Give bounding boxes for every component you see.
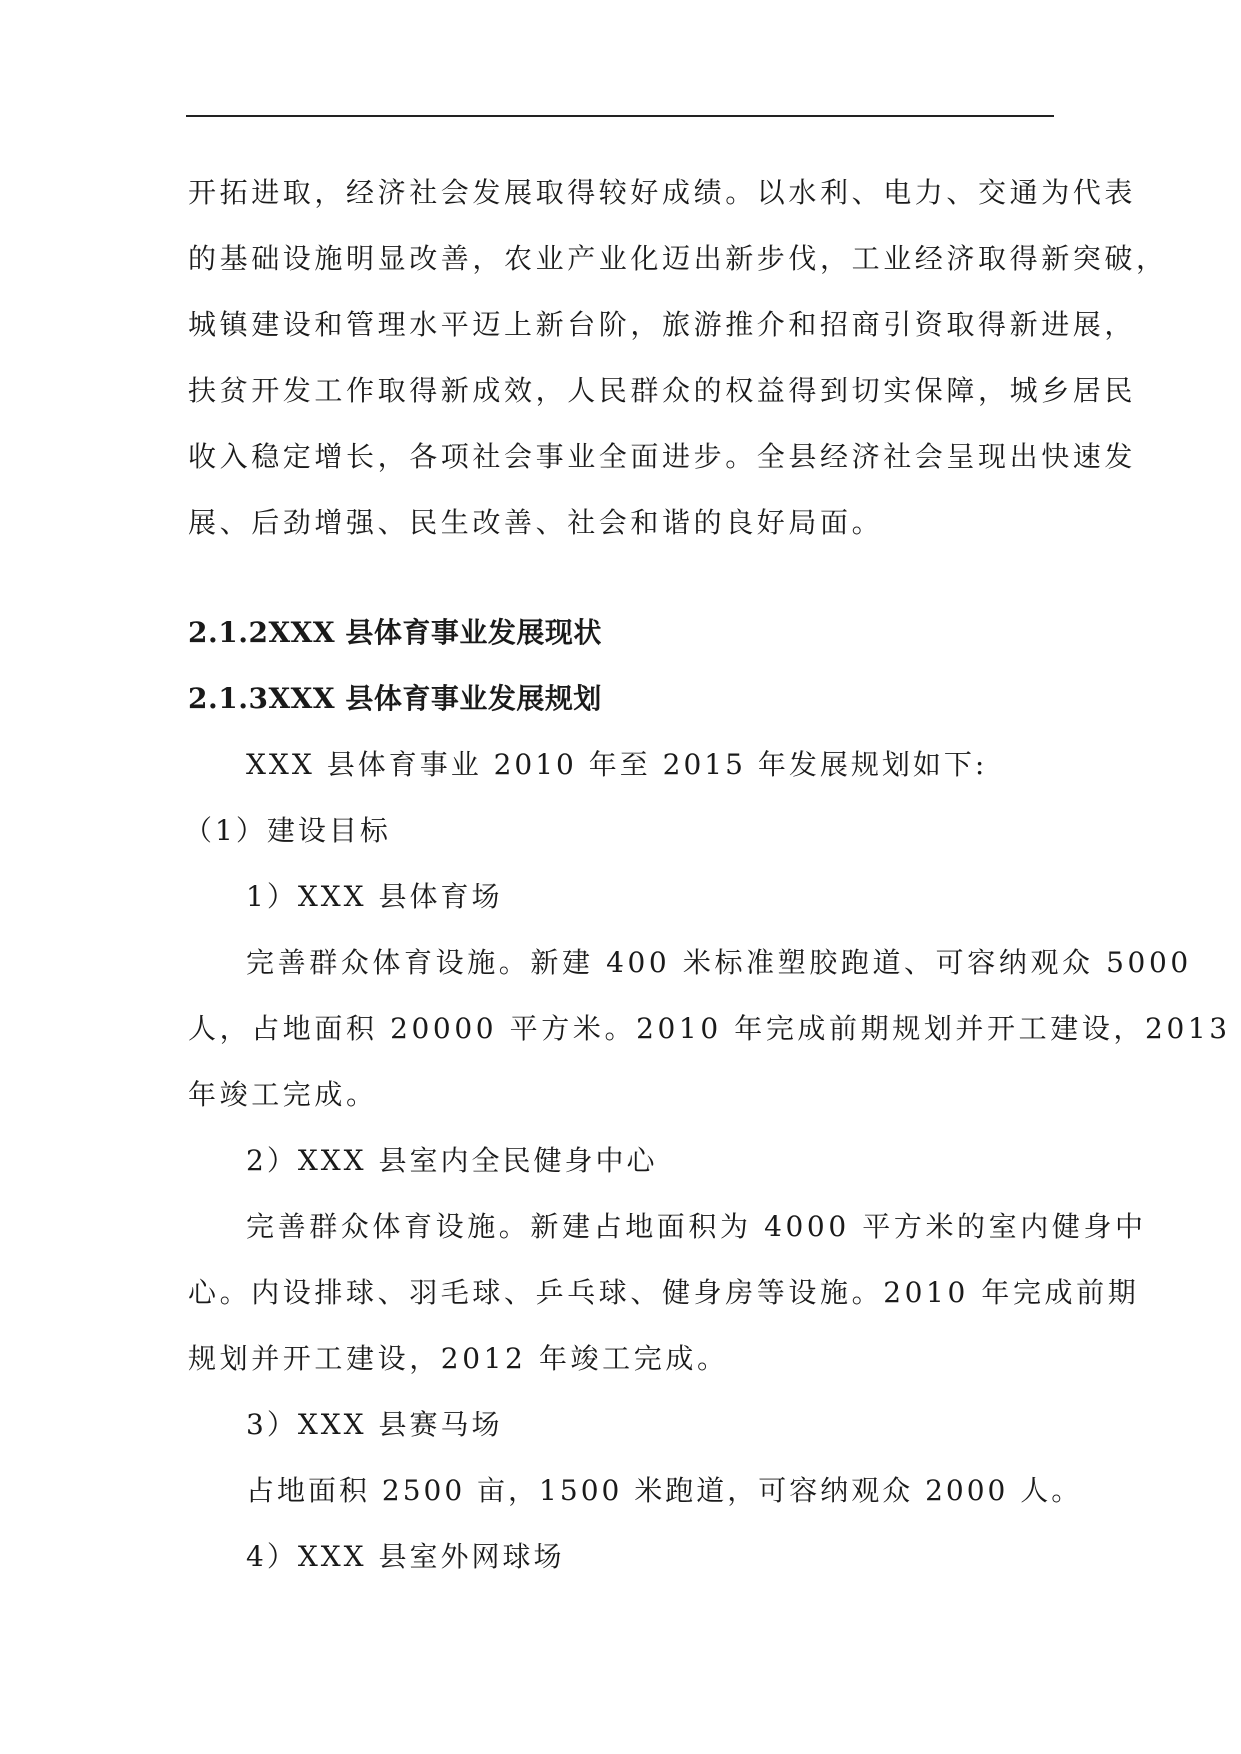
text-line: 的基础设施明显改善，农业产业化迈出新步伐，工业经济取得新突破， [188, 242, 1168, 275]
text-line: 收入稳定增长，各项社会事业全面进步。全县经济社会呈现出快速发 [188, 440, 1137, 473]
text-line: 人，占地面积 20000 平方米。2010 年完成前期规划并开工建设，2013 [188, 1012, 1231, 1045]
item-title-racecourse: 3）XXX 县赛马场 [246, 1408, 503, 1441]
spacer [188, 556, 1056, 600]
section-heading-2-1-3: 2.1.3XXX 县体育事业发展规划 [188, 682, 602, 715]
item-title-stadium: 1）XXX 县体育场 [246, 880, 503, 913]
text-line: 完善群众体育设施。新建占地面积为 4000 平方米的室内健身中 [246, 1210, 1147, 1243]
text-line: 年竣工完成。 [188, 1078, 378, 1111]
text-line: 完善群众体育设施。新建 400 米标准塑胶跑道、可容纳观众 5000 [246, 946, 1192, 979]
goal-heading: （1）建设目标 [184, 814, 391, 847]
header-rule [186, 115, 1054, 117]
item-text-racecourse: 占地面积 2500 亩，1500 米跑道，可容纳观众 2000 人。 [246, 1474, 1083, 1507]
text-line: 心。内设排球、羽毛球、乒乓球、健身房等设施。2010 年完成前期 [188, 1276, 1140, 1309]
intro-paragraph [188, 160, 1168, 556]
item-paragraph-fitness-center [188, 1194, 1147, 1392]
item-paragraph-stadium [188, 930, 1231, 1128]
item-title-tennis-court: 4）XXX 县室外网球场 [246, 1540, 565, 1573]
text-line: 城镇建设和管理水平迈上新台阶，旅游推介和招商引资取得新进展， [188, 308, 1137, 341]
text-line: 展、后劲增强、民生改善、社会和谐的良好局面。 [188, 506, 884, 539]
item-title-fitness-center: 2）XXX 县室内全民健身中心 [246, 1144, 658, 1177]
text-line: 规划并开工建设，2012 年竣工完成。 [188, 1342, 729, 1375]
text-line: 扶贫开发工作取得新成效，人民群众的权益得到切实保障，城乡居民 [188, 374, 1137, 407]
document-body [184, 160, 1231, 1590]
plan-intro: XXX 县体育事业 2010 年至 2015 年发展规划如下: [246, 748, 988, 781]
section-heading-2-1-2: 2.1.2XXX 县体育事业发展现状 [188, 616, 602, 649]
text-line: 开拓进取，经济社会发展取得较好成绩。以水利、电力、交通为代表 [188, 176, 1137, 209]
